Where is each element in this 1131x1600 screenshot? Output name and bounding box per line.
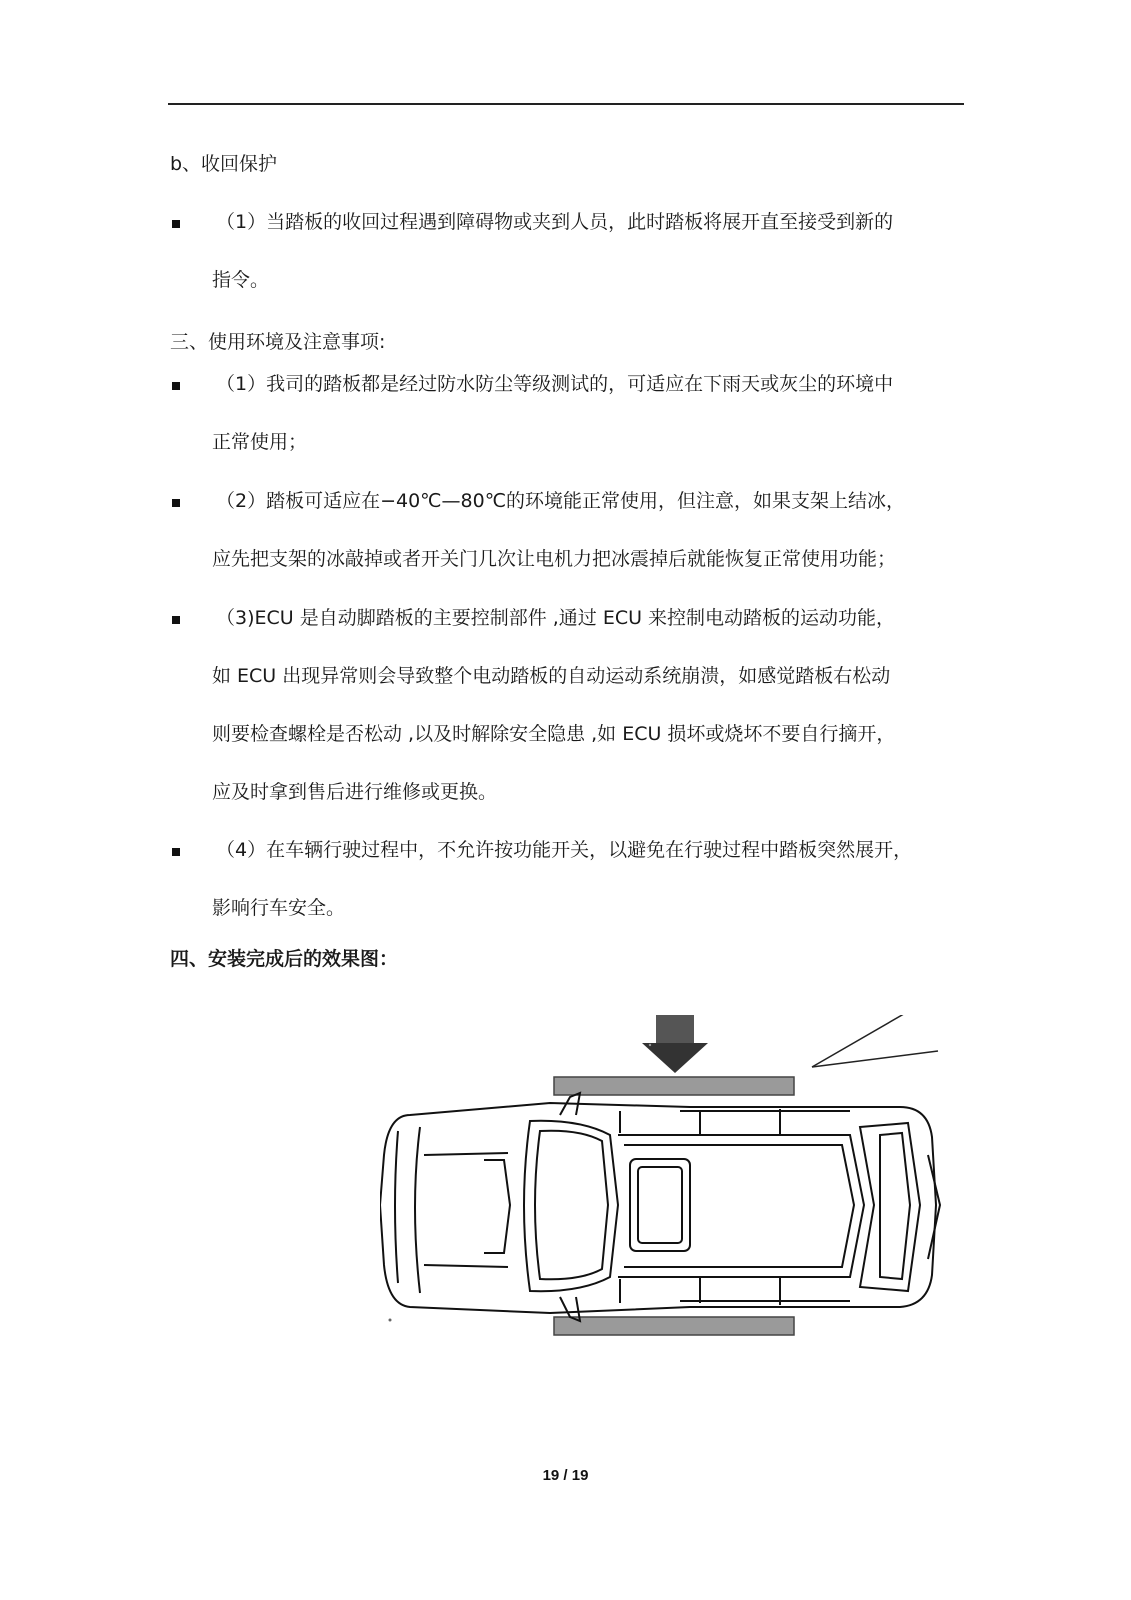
env-item3-line4: 应及时拿到售后进行维修或更换。 (212, 781, 498, 803)
header-rule (168, 103, 964, 105)
bullet-icon (172, 848, 180, 856)
car-illustration (380, 1015, 970, 1385)
env-item4-line1: （4）在车辆行驶过程中，不允许按功能开关，以避免在行驶过程中踏板突然展开， (216, 839, 913, 861)
pointer-lines-icon (812, 1015, 938, 1067)
bullet-icon (172, 382, 180, 390)
env-item2-line2: 应先把支架的冰敲掉或者开关门几次让电机力把冰震掉后就能恢复正常使用功能； (212, 548, 897, 570)
env-item1-line2: 正常使用； (212, 431, 308, 453)
env-item3-line1: （3)ECU 是自动脚踏板的主要控制部件 ,通过 ECU 来控制电动踏板的运动功能， (216, 607, 896, 629)
env-item1-line1: （1）我司的踏板都是经过防水防尘等级测试的，可适应在下雨天或灰尘的环境中 (216, 373, 894, 395)
top-running-board (554, 1077, 794, 1095)
bullet-icon (172, 220, 180, 228)
bottom-running-board (554, 1317, 794, 1335)
retract-item1-line2: 指令。 (212, 269, 270, 291)
bullet-icon (172, 616, 180, 624)
env-item3-line2: 如 ECU 出现异常则会导致整个电动踏板的自动运动系统崩溃，如感觉踏板右松动 (212, 665, 891, 687)
car-body (380, 1093, 940, 1321)
figure-heading: 四、安装完成后的效果图： (170, 948, 399, 970)
env-item2-line1: （2）踏板可适应在−40℃—80℃的环境能正常使用，但注意，如果支架上结冰， (216, 490, 906, 512)
env-item4-line2: 影响行车安全。 (212, 897, 346, 919)
retract-heading: b、收回保护 (170, 153, 278, 175)
down-arrow-icon (642, 1015, 708, 1073)
env-item3-line3: 则要检查螺栓是否松动 ,以及时解除安全隐患 ,如 ECU 损坏或烧坏不要自行摘开， (212, 723, 896, 745)
retract-item1-line1: （1）当踏板的收回过程遇到障碍物或夹到人员，此时踏板将展开直至接受到新的 (216, 211, 894, 233)
page-number: 19 / 19 (542, 1467, 589, 1484)
bullet-icon (172, 499, 180, 507)
env-heading: 三、使用环境及注意事项: (170, 331, 386, 353)
car-top-view-icon (380, 1015, 970, 1385)
